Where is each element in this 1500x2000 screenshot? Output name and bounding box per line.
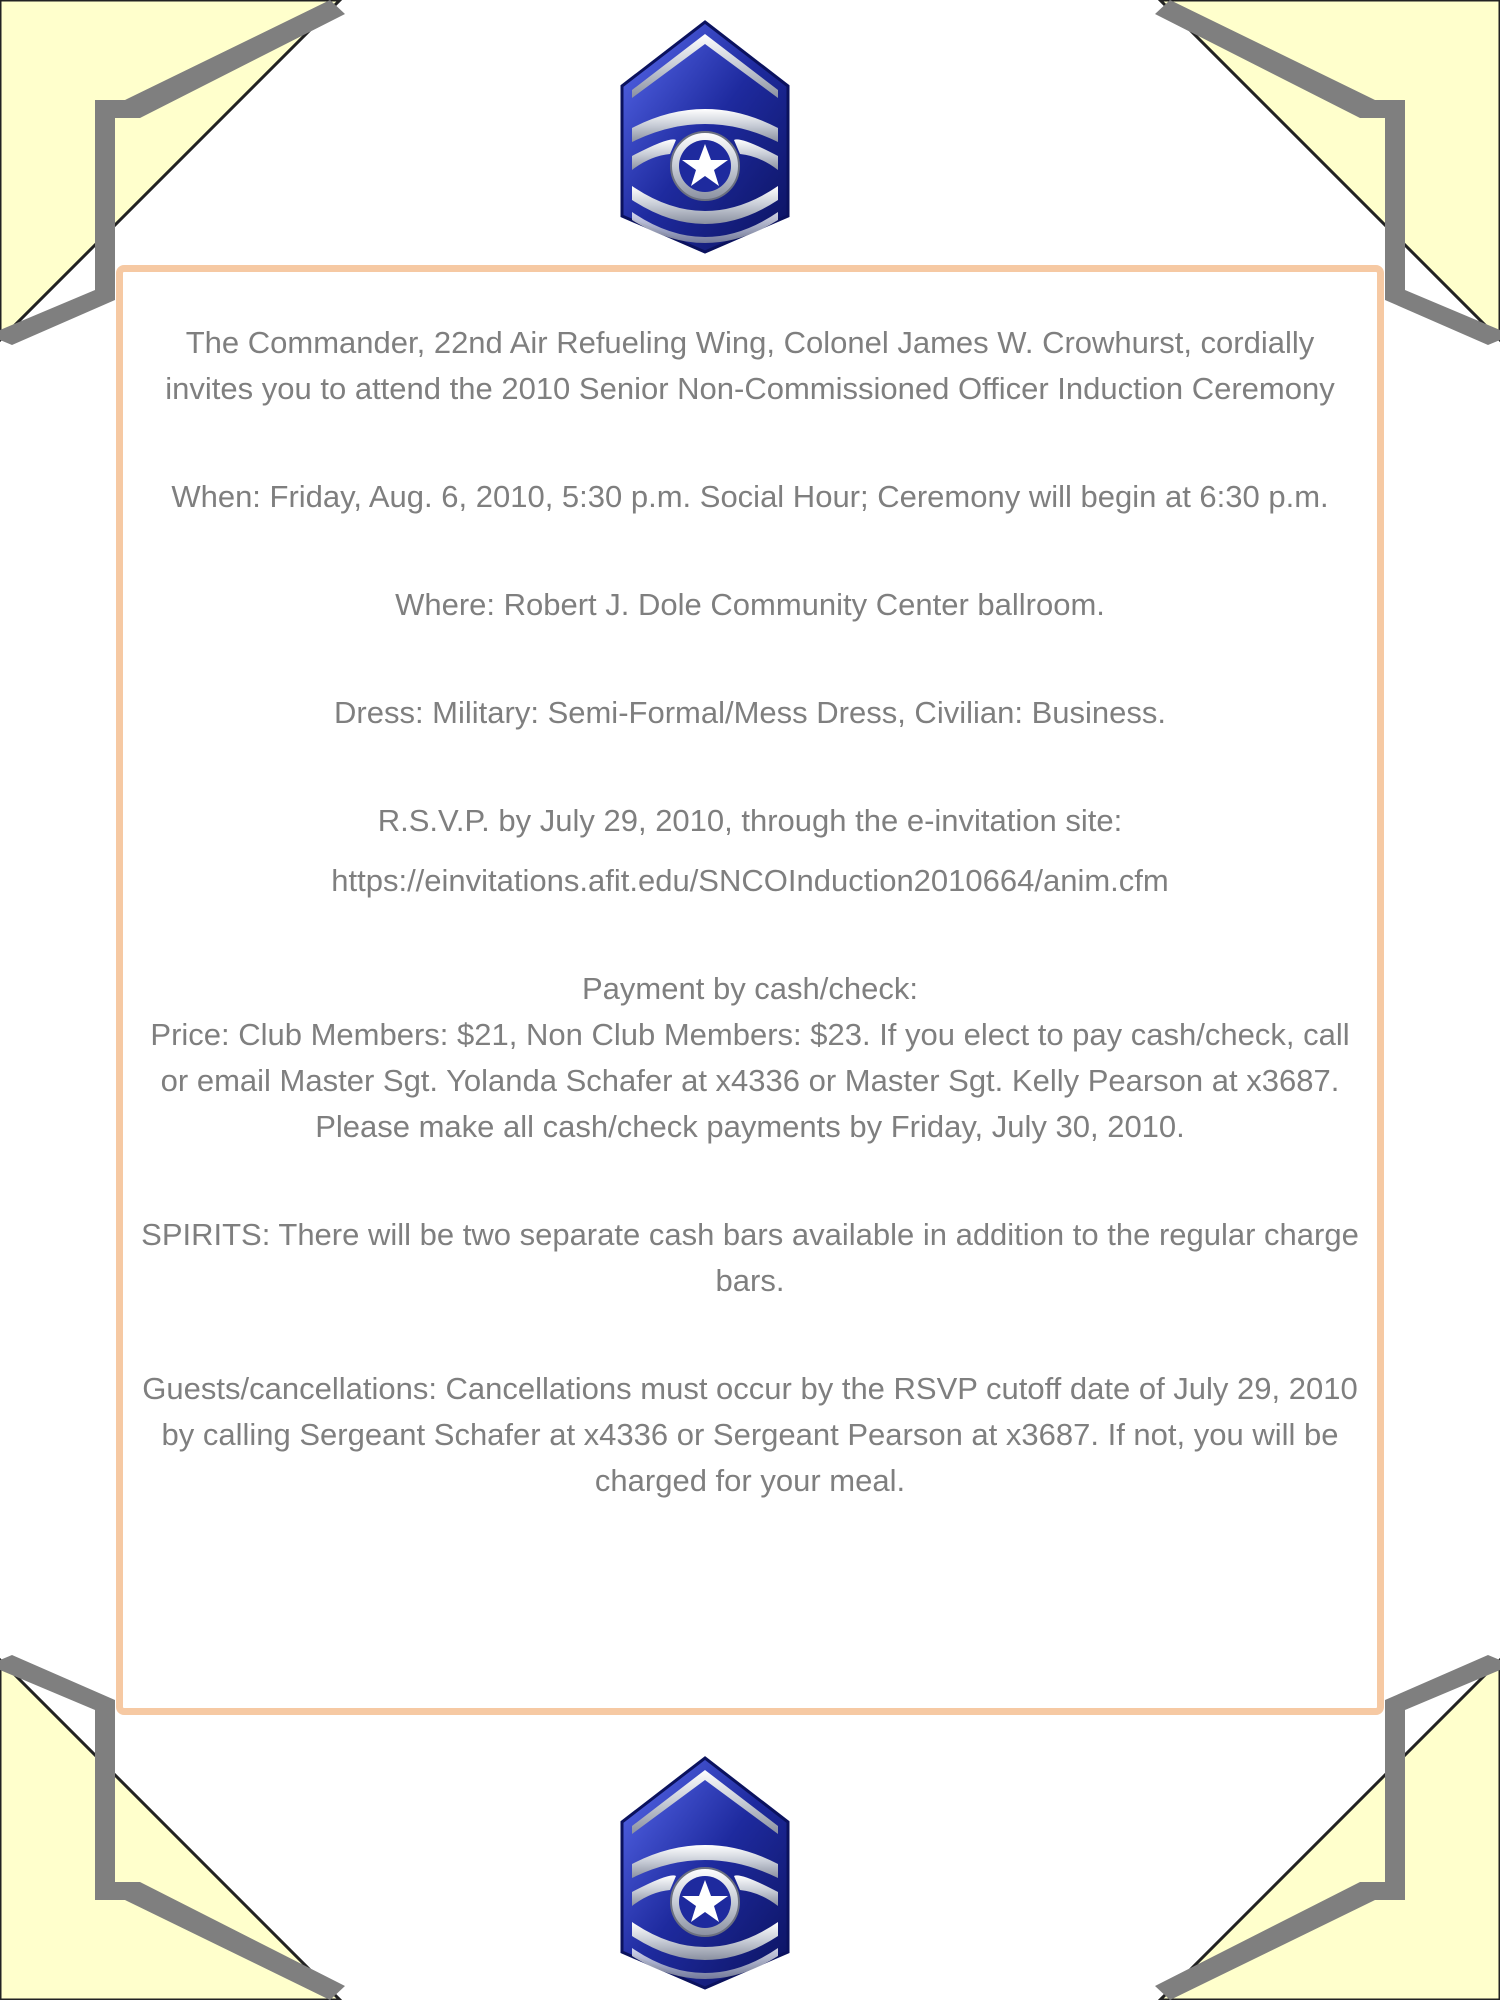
rsvp-text: R.S.V.P. by July 29, 2010, through the e-invitation site: [377, 803, 1123, 838]
where-text: Where: Robert J. Dole Community Center ballroom. [395, 587, 1105, 622]
cancellations-text: Guests/cancellations: Cancellations must occur by the RSVP cutoff date of July 29, 2010 by calling Sergeant Schafer at x4336 or Sergeant Pearson at x3687. If not, you will be charged for your meal. [142, 1371, 1358, 1498]
spirits-text: SPIRITS: There will be two separate cash bars available in addition to the regular charge bars. [141, 1217, 1359, 1298]
master-sergeant-chevron-icon [610, 1752, 800, 1992]
payment-details: Price: Club Members: $21, Non Club Members: $23. If you elect to pay cash/check, call or email Master Sgt. Yolanda Schafer at x4336 or Master Sgt. Kelly Pearson at x3687. Please make all cash/check payments by Friday, July 30, 2010. [150, 1017, 1350, 1144]
invitation-frame [116, 265, 1384, 1715]
payment-heading: Payment by cash/check: [582, 971, 918, 1006]
dress-text: Dress: Military: Semi-Formal/Mess Dress, Civilian: Business. [334, 695, 1166, 730]
master-sergeant-chevron-icon [610, 16, 800, 256]
when-text: When: Friday, Aug. 6, 2010, 5:30 p.m. Social Hour; Ceremony will begin at 6:30 p.m. [171, 479, 1329, 514]
invitation-content [123, 320, 1377, 1504]
intro-text: The Commander, 22nd Air Refueling Wing, Colonel James W. Crowhurst, cordially invites you to attend the 2010 Senior Non-Commissioned Officer Induction Ceremony [165, 325, 1335, 406]
rsvp-url[interactable]: https://einvitations.afit.edu/SNCOInduction2010664/anim.cfm [331, 863, 1169, 898]
